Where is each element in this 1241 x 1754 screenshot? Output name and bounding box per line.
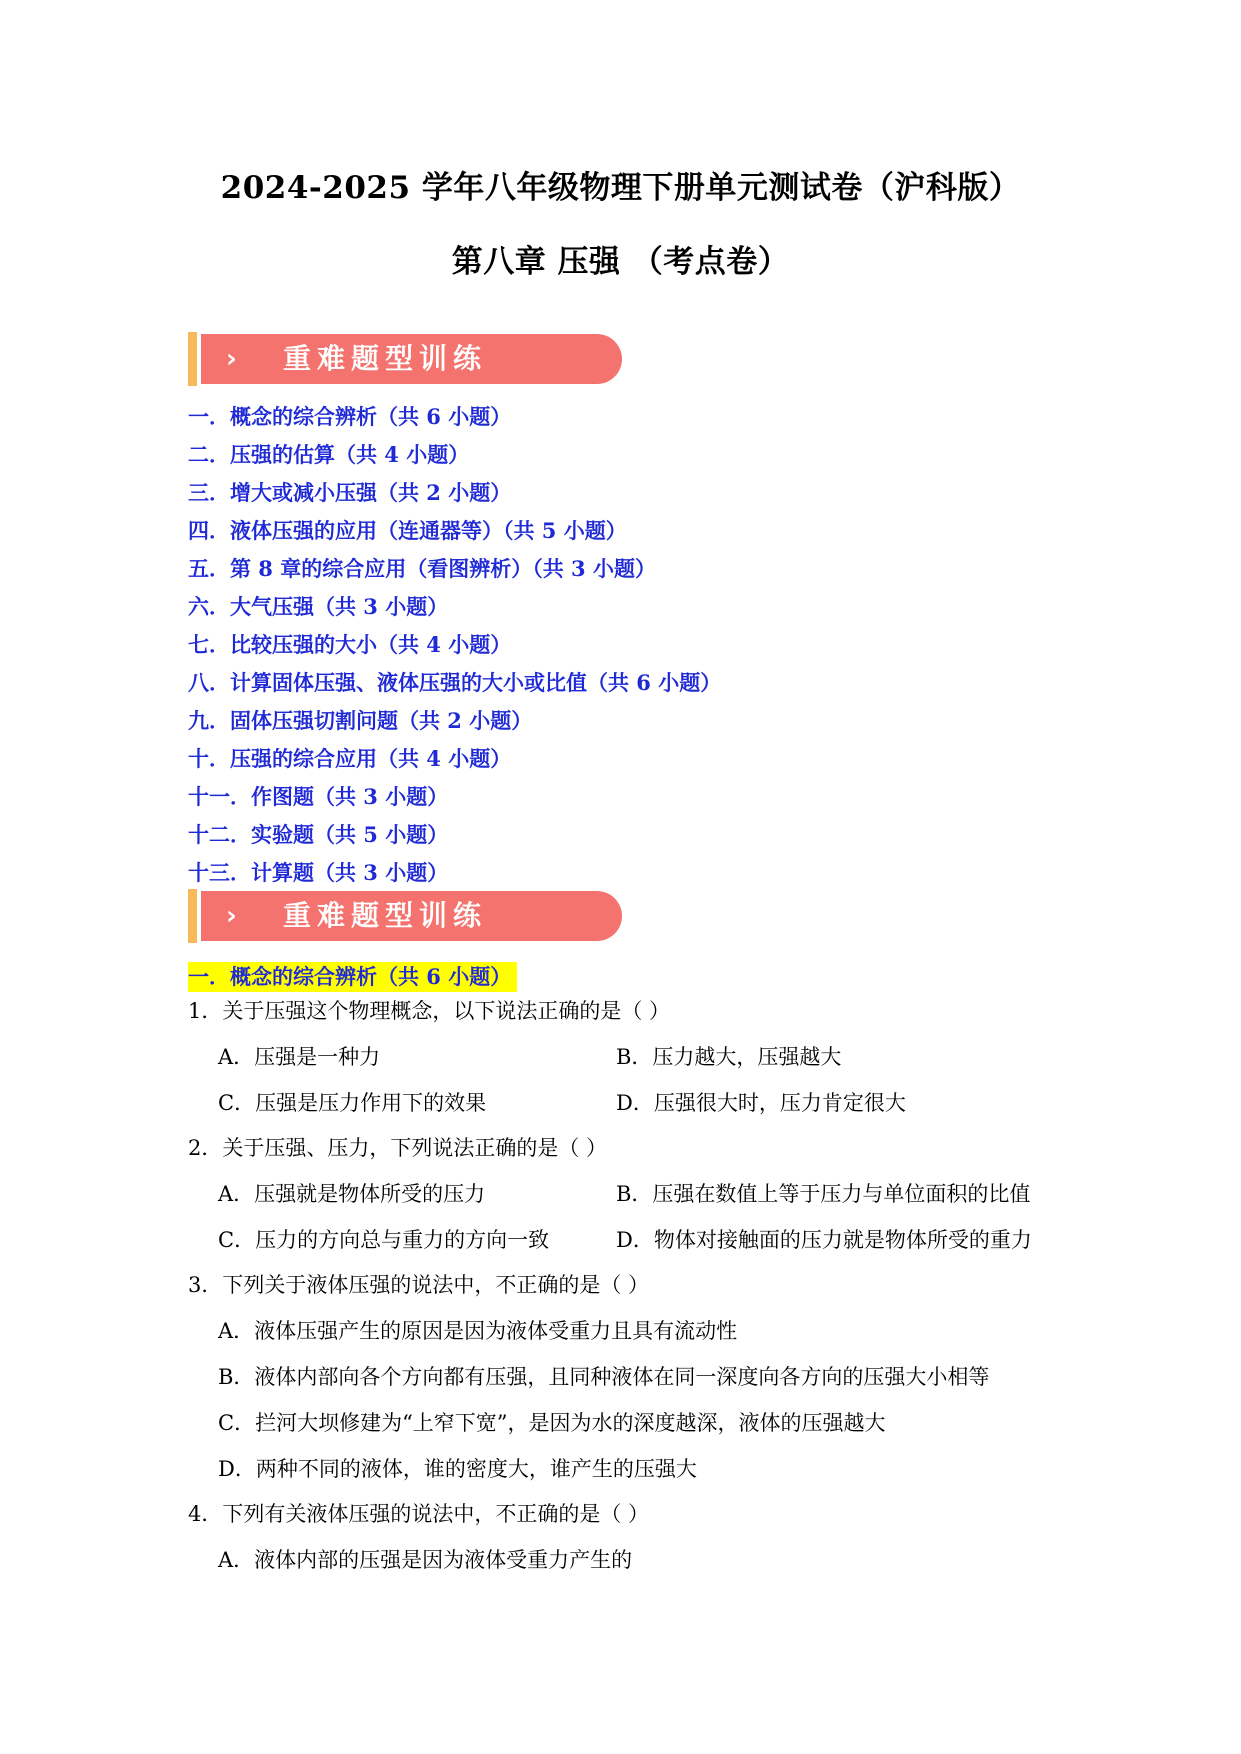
document-title: 2024-2025 学年八年级物理下册单元测试卷（沪科版） <box>220 170 1021 206</box>
toc-item[interactable]: 十．压强的综合应用（共 4 小题） <box>188 746 512 771</box>
question-stem: 3．下列关于液体压强的说法中，不正确的是（ ） <box>188 1273 650 1297</box>
toc-item[interactable]: 八．计算固体压强、液体压强的大小或比值（共 6 小题） <box>188 670 722 695</box>
question-option: A．液体内部的压强是因为液体受重力产生的 <box>218 1548 633 1572</box>
question-option: B．液体内部向各个方向都有压强，且同种液体在同一深度向各方向的压强大小相等 <box>218 1365 990 1389</box>
question-stem: 4．下列有关液体压强的说法中，不正确的是（ ） <box>188 1502 650 1526</box>
toc-item[interactable]: 十三．计算题（共 3 小题） <box>188 860 449 885</box>
chevron-right-icon: › <box>226 344 237 374</box>
chevron-right-icon: › <box>226 901 237 931</box>
question-option: A．压强就是物体所受的压力 <box>218 1182 486 1206</box>
section-banner-questions <box>188 889 622 943</box>
toc-item[interactable]: 一．概念的综合辨析（共 6 小题） <box>188 404 512 429</box>
document-subtitle: 第八章 压强 （考点卷） <box>451 244 790 280</box>
question-option: D．压强很大时，压力肯定很大 <box>616 1091 906 1115</box>
section-banner-toc <box>188 332 622 386</box>
toc-item[interactable]: 三．增大或减小压强（共 2 小题） <box>188 480 512 505</box>
question-stem: 2．关于压强、压力，下列说法正确的是（ ） <box>188 1136 608 1160</box>
question-option: B．压强在数值上等于压力与单位面积的比值 <box>616 1182 1031 1206</box>
question-option: A．压强是一种力 <box>218 1045 381 1069</box>
question-option: D．两种不同的液体，谁的密度大，谁产生的压强大 <box>218 1457 697 1481</box>
question-stem: 1．关于压强这个物理概念，以下说法正确的是（ ） <box>188 999 671 1023</box>
banner-label: 重难题型训练 <box>283 342 488 375</box>
banner-accent <box>188 889 197 943</box>
toc-item[interactable]: 七．比较压强的大小（共 4 小题） <box>188 632 512 657</box>
toc-item[interactable]: 五．第 8 章的综合应用（看图辨析）（共 3 小题） <box>188 556 656 581</box>
toc-item[interactable]: 十二．实验题（共 5 小题） <box>188 822 449 847</box>
toc-item[interactable]: 二．压强的估算（共 4 小题） <box>188 442 470 467</box>
toc-item[interactable]: 十一．作图题（共 3 小题） <box>188 784 449 809</box>
table-of-contents <box>188 398 721 892</box>
question-option: A．液体压强产生的原因是因为液体受重力且具有流动性 <box>218 1319 738 1343</box>
question-option: B．压力越大，压强越大 <box>616 1045 842 1069</box>
banner-label: 重难题型训练 <box>283 899 488 932</box>
question-option: C．拦河大坝修建为“上窄下宽”，是因为水的深度越深，液体的压强越大 <box>218 1411 886 1435</box>
toc-item[interactable]: 六．大气压强（共 3 小题） <box>188 594 449 619</box>
question-option: D．物体对接触面的压力就是物体所受的重力 <box>616 1228 1032 1252</box>
toc-item[interactable]: 九．固体压强切割问题（共 2 小题） <box>188 708 533 733</box>
question-option: C．压强是压力作用下的效果 <box>218 1091 487 1115</box>
banner-accent <box>188 332 197 386</box>
toc-item[interactable]: 四．液体压强的应用（连通器等）（共 5 小题） <box>188 518 627 543</box>
question-option: C．压力的方向总与重力的方向一致 <box>218 1228 550 1252</box>
section-heading-highlighted: 一．概念的综合辨析（共 6 小题） <box>188 962 517 992</box>
